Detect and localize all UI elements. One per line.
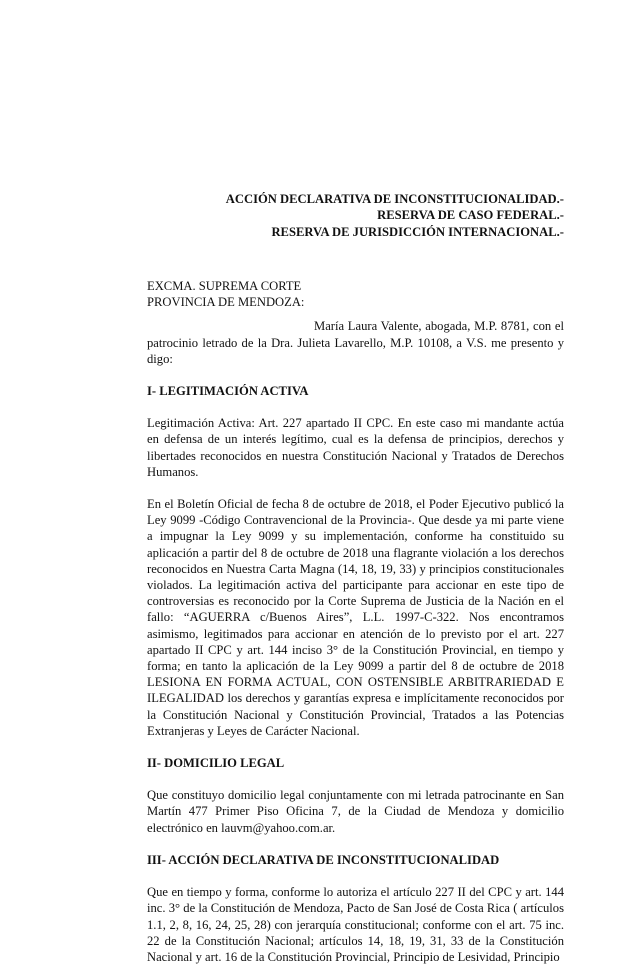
- intro-paragraph: María Laura Valente, abogada, M.P. 8781, con el patrocinio letrado de la Dra. Julieta Lavarello, M.P. 10108, a V.S. me presento y digo:: [147, 319, 564, 366]
- section-title-domicilio: II- DOMICILIO LEGAL: [147, 756, 285, 771]
- document-heading: [147, 191, 564, 240]
- document-body: [147, 278, 564, 965]
- paragraph-accion: Que en tiempo y forma, conforme lo autoriza el artículo 227 II del CPC y art. 144 inc. 3° de la Constitución de Mendoza, Pacto de San José de Costa Rica ( artículos 1.1, 2, 8, 16, 24, 25, 28) con jerarquía constitucional; conforme con el art. 75 inc. 22 de la Constitución Nacional; artículos 14, 18, 19, 31, 33 de la Constitución Nacional y art. 16 de la Constitución Provincial, Principio de Lesividad, Principio: [147, 885, 564, 964]
- paragraph-legitimacion-1: Legitimación Activa: Art. 227 apartado II CPC. En este caso mi mandante actúa en defensa de un interés legítimo, cual es la defensa de principios, derechos y libertades reconocidos en nuestra Constitución Nacional y Tratados de Derechos Humanos.: [147, 416, 564, 479]
- addressee-line-2: PROVINCIA DE MENDOZA:: [147, 295, 305, 310]
- section-title-accion: III- ACCIÓN DECLARATIVA DE INCONSTITUCIONALIDAD: [147, 852, 500, 867]
- heading-line-international-reserve: RESERVA DE JURISDICCIÓN INTERNACIONAL.-: [271, 224, 564, 239]
- paragraph-domicilio: Que constituyo domicilio legal conjuntamente con mi letrada patrocinante en San Martín 477 Primer Piso Oficina 7, de la Ciudad de Mendoza y domicilio electrónico en lauvm@yahoo.com.ar.: [147, 788, 564, 835]
- paragraph-legitimacion-2: En el Boletín Oficial de fecha 8 de octubre de 2018, el Poder Ejecutivo publicó la Ley 9099 -Código Contravencional de la Provincia-. Que desde ya mi parte viene a impugnar la Ley 9099 y su implementación, conforme ha constituido su aplicación a partir del 8 de octubre de 2018 una flagrante violación a los derechos reconocidos en Nuestra Carta Magna (14, 18, 19, 33) y principios constitucionales violados. La legitimación activa del participante para accionar en este tipo de controversias es reconocido por la Corte Suprema de Justicia de la Nación en el fallo: “AGUERRA c/Buenos Aires”, L.L. 1997-C-322. Nos encontramos asimismo, legitimados para accionar en atención de lo previsto por el art. 227 apartado II CPC y art. 144 inciso 3° de la Constitución Provincial, en tiempo y forma; en tanto la aplicación de la Ley 9099 a partir del 8 de octubre de 2018 LESIONA EN FORMA ACTUAL, CON OSTENSIBLE ARBITRARIEDAD E ILEGALIDAD los derechos y garantías expresa e implícitamente reconocidos por la Constitución Nacional y Constitución Provincial, Tratados a las Potencias Extranjeras y Leyes de Carácter Nacional.: [147, 497, 564, 738]
- addressee-line-1: EXCMA. SUPREMA CORTE: [147, 279, 302, 293]
- heading-line-federal-reserve: RESERVA DE CASO FEDERAL.-: [377, 208, 564, 223]
- heading-line-action: ACCIÓN DECLARATIVA DE INCONSTITUCIONALIDAD.-: [225, 192, 564, 206]
- section-title-legitimacion: I- LEGITIMACIÓN ACTIVA: [147, 384, 309, 399]
